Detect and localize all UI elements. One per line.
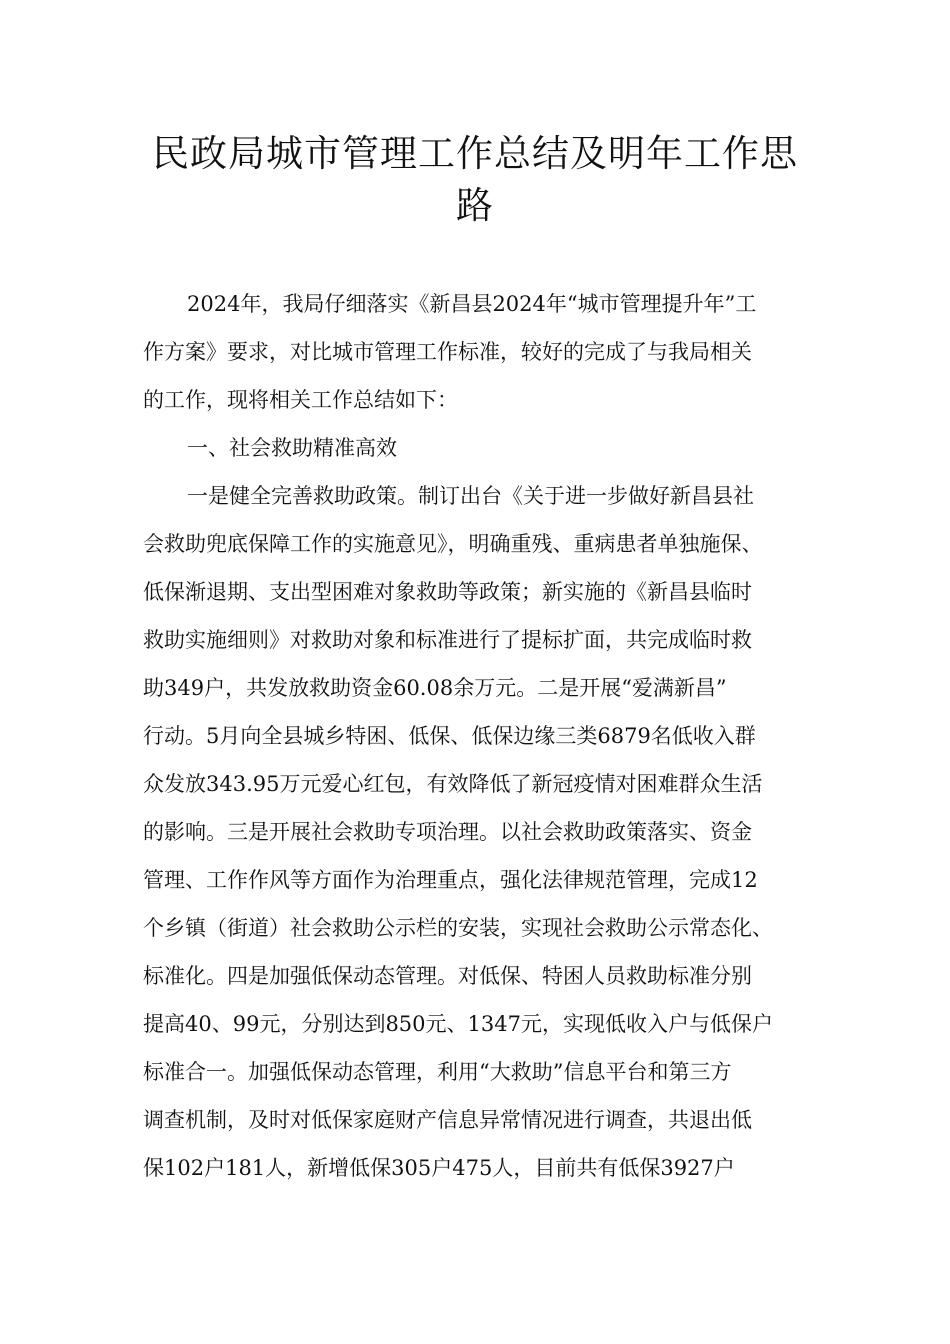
paragraph-line: 行动。5月向全县城乡特困、低保、低保边缘三类6879名低收入群 bbox=[143, 724, 756, 748]
paragraph-line: 2024年，我局仔细落实《新昌县2024年“城市管理提升年”工 bbox=[187, 292, 757, 316]
paragraph-line: 会救助兜底保障工作的实施意见》，明确重残、重病患者单独施保、 bbox=[143, 532, 763, 556]
document-body bbox=[143, 280, 805, 1192]
paragraph-line: 提高40、99元，分别达到850元、1347元，实现低收入户与低保户 bbox=[143, 1012, 773, 1036]
paragraph-line: 助349户，共发放救助资金60.08余万元。二是开展“爱满新昌” bbox=[143, 676, 727, 700]
paragraph-line: 低保渐退期、支出型困难对象救助等政策；新实施的《新昌县临时 bbox=[143, 580, 752, 604]
paragraph-line: 调查机制，及时对低保家庭财产信息异常情况进行调查，共退出低 bbox=[143, 1108, 752, 1132]
section-heading: 一、社会救助精准高效 bbox=[187, 436, 397, 460]
paragraph-line: 救助实施细则》对救助对象和标准进行了提标扩面，共完成临时救 bbox=[143, 628, 752, 652]
paragraph-line: 作方案》要求，对比城市管理工作标准，较好的完成了与我局相关 bbox=[143, 340, 752, 364]
paragraph-line: 标准合一。加强低保动态管理，利用“大救助”信息平台和第三方 bbox=[143, 1060, 732, 1084]
paragraph-line: 管理、工作作风等方面作为治理重点，强化法律规范管理，完成12 bbox=[143, 868, 758, 892]
paragraph-line: 标准化。四是加强低保动态管理。对低保、特困人员救助标准分别 bbox=[143, 964, 752, 988]
paragraph-line: 一是健全完善救助政策。制订出台《关于进一步做好新昌县社 bbox=[187, 484, 754, 508]
paragraph-line: 众发放343.95万元爱心红包，有效降低了新冠疫情对困难群众生活 bbox=[143, 772, 763, 796]
paragraph-line: 保102户181人，新增低保305户475人，目前共有低保3927户 bbox=[143, 1156, 735, 1180]
title-line-1: 民政局城市管理工作总结及明年工作思 bbox=[152, 132, 798, 175]
title-line-2: 路 bbox=[456, 184, 494, 227]
paragraph-line: 的影响。三是开展社会救助专项治理。以社会救助政策落实、资金 bbox=[143, 820, 752, 844]
paragraph-line: 的工作，现将相关工作总结如下： bbox=[143, 388, 458, 412]
document-title bbox=[120, 128, 830, 232]
paragraph-line: 个乡镇（街道）社会救助公示栏的安装，实现社会救助公示常态化、 bbox=[143, 916, 773, 940]
